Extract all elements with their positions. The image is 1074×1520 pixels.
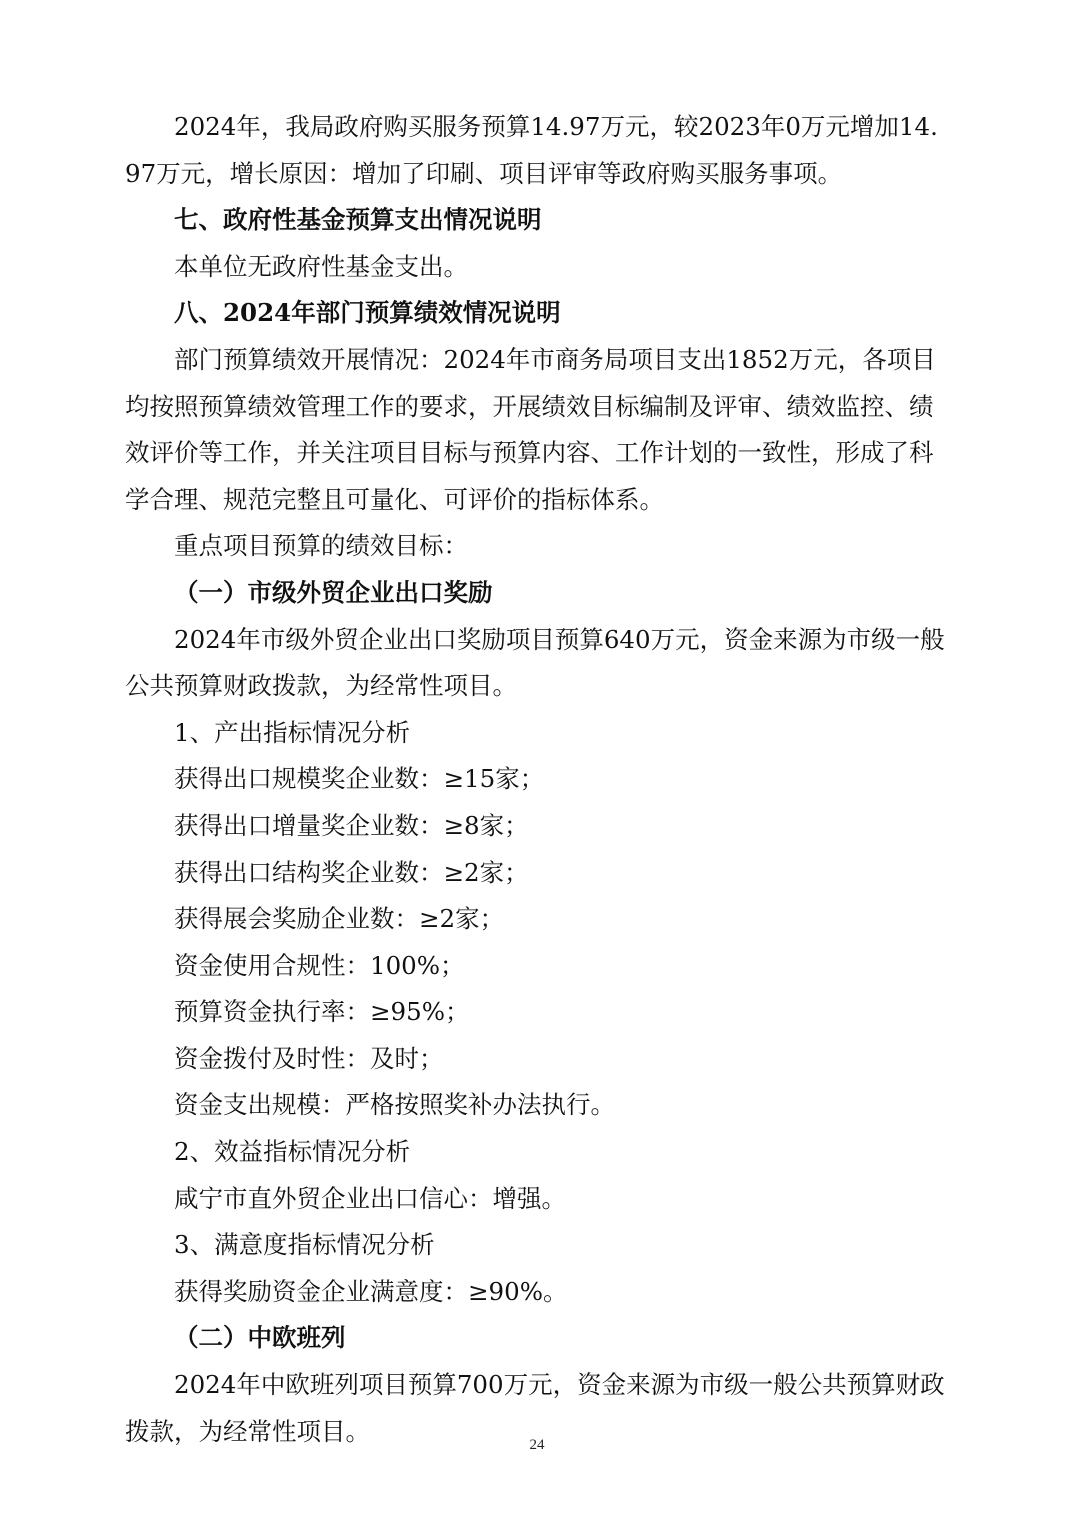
paragraph-railway-budget: 2024年中欧班列项目预算700万元，资金来源为市级一般公共预算财政拨款，为经常性项目。 bbox=[125, 1370, 945, 1446]
list-item: 获得出口规模奖企业数：≥15家； bbox=[174, 764, 545, 794]
list-item: 获得展会奖励企业数：≥2家； bbox=[174, 904, 505, 934]
subheading-satisfaction-indicators: 3、满意度指标情况分析 bbox=[174, 1230, 435, 1260]
paragraph-key-goals: 重点项目预算的绩效目标： bbox=[174, 531, 468, 561]
page-body bbox=[125, 104, 951, 1455]
list-item: 资金使用合规性：100%； bbox=[174, 950, 465, 980]
heading-china-europe-railway: （二）中欧班列 bbox=[174, 1323, 346, 1353]
paragraph-no-gov-fund: 本单位无政府性基金支出。 bbox=[174, 251, 468, 281]
subheading-output-indicators: 1、产出指标情况分析 bbox=[174, 717, 411, 747]
list-item: 预算资金执行率：≥95%； bbox=[174, 997, 470, 1027]
heading-performance: 八、2024年部门预算绩效情况说明 bbox=[174, 298, 561, 328]
paragraph-purchase-services: 2024年，我局政府购买服务预算14.97万元，较2023年0万元增加14.97万元，增长原因：增加了印刷、项目评审等政府购买服务事项。 bbox=[125, 112, 938, 188]
subheading-benefit-indicators: 2、效益指标情况分析 bbox=[174, 1137, 411, 1167]
list-item: 获得出口结构奖企业数：≥2家； bbox=[174, 857, 529, 887]
page-number: 24 bbox=[529, 1437, 545, 1453]
list-item: 咸宁市直外贸企业出口信心：增强。 bbox=[174, 1183, 566, 1213]
paragraph-export-budget: 2024年市级外贸企业出口奖励项目预算640万元，资金来源为市级一般公共预算财政拨款，为经常性项目。 bbox=[125, 624, 945, 701]
heading-export-reward: （一）市级外贸企业出口奖励 bbox=[174, 577, 493, 607]
list-item: 获得奖励资金企业满意度：≥90%。 bbox=[174, 1276, 568, 1306]
list-item: 资金支出规模：严格按照奖补办法执行。 bbox=[174, 1090, 615, 1120]
heading-gov-fund: 七、政府性基金预算支出情况说明 bbox=[174, 205, 542, 235]
paragraph-performance-overview: 部门预算绩效开展情况：2024年市商务局项目支出1852万元，各项目均按照预算绩效管理工作的要求，开展绩效目标编制及评审、绩效监控、绩效评价等工作，并关注项目目标与预算内容、工作计划的一致性，形成了科学合理、规范完整且可量化、可评价的指标体系。 bbox=[125, 344, 936, 514]
list-item: 资金拨付及时性：及时； bbox=[174, 1043, 444, 1073]
list-item: 获得出口增量奖企业数：≥8家； bbox=[174, 810, 529, 840]
